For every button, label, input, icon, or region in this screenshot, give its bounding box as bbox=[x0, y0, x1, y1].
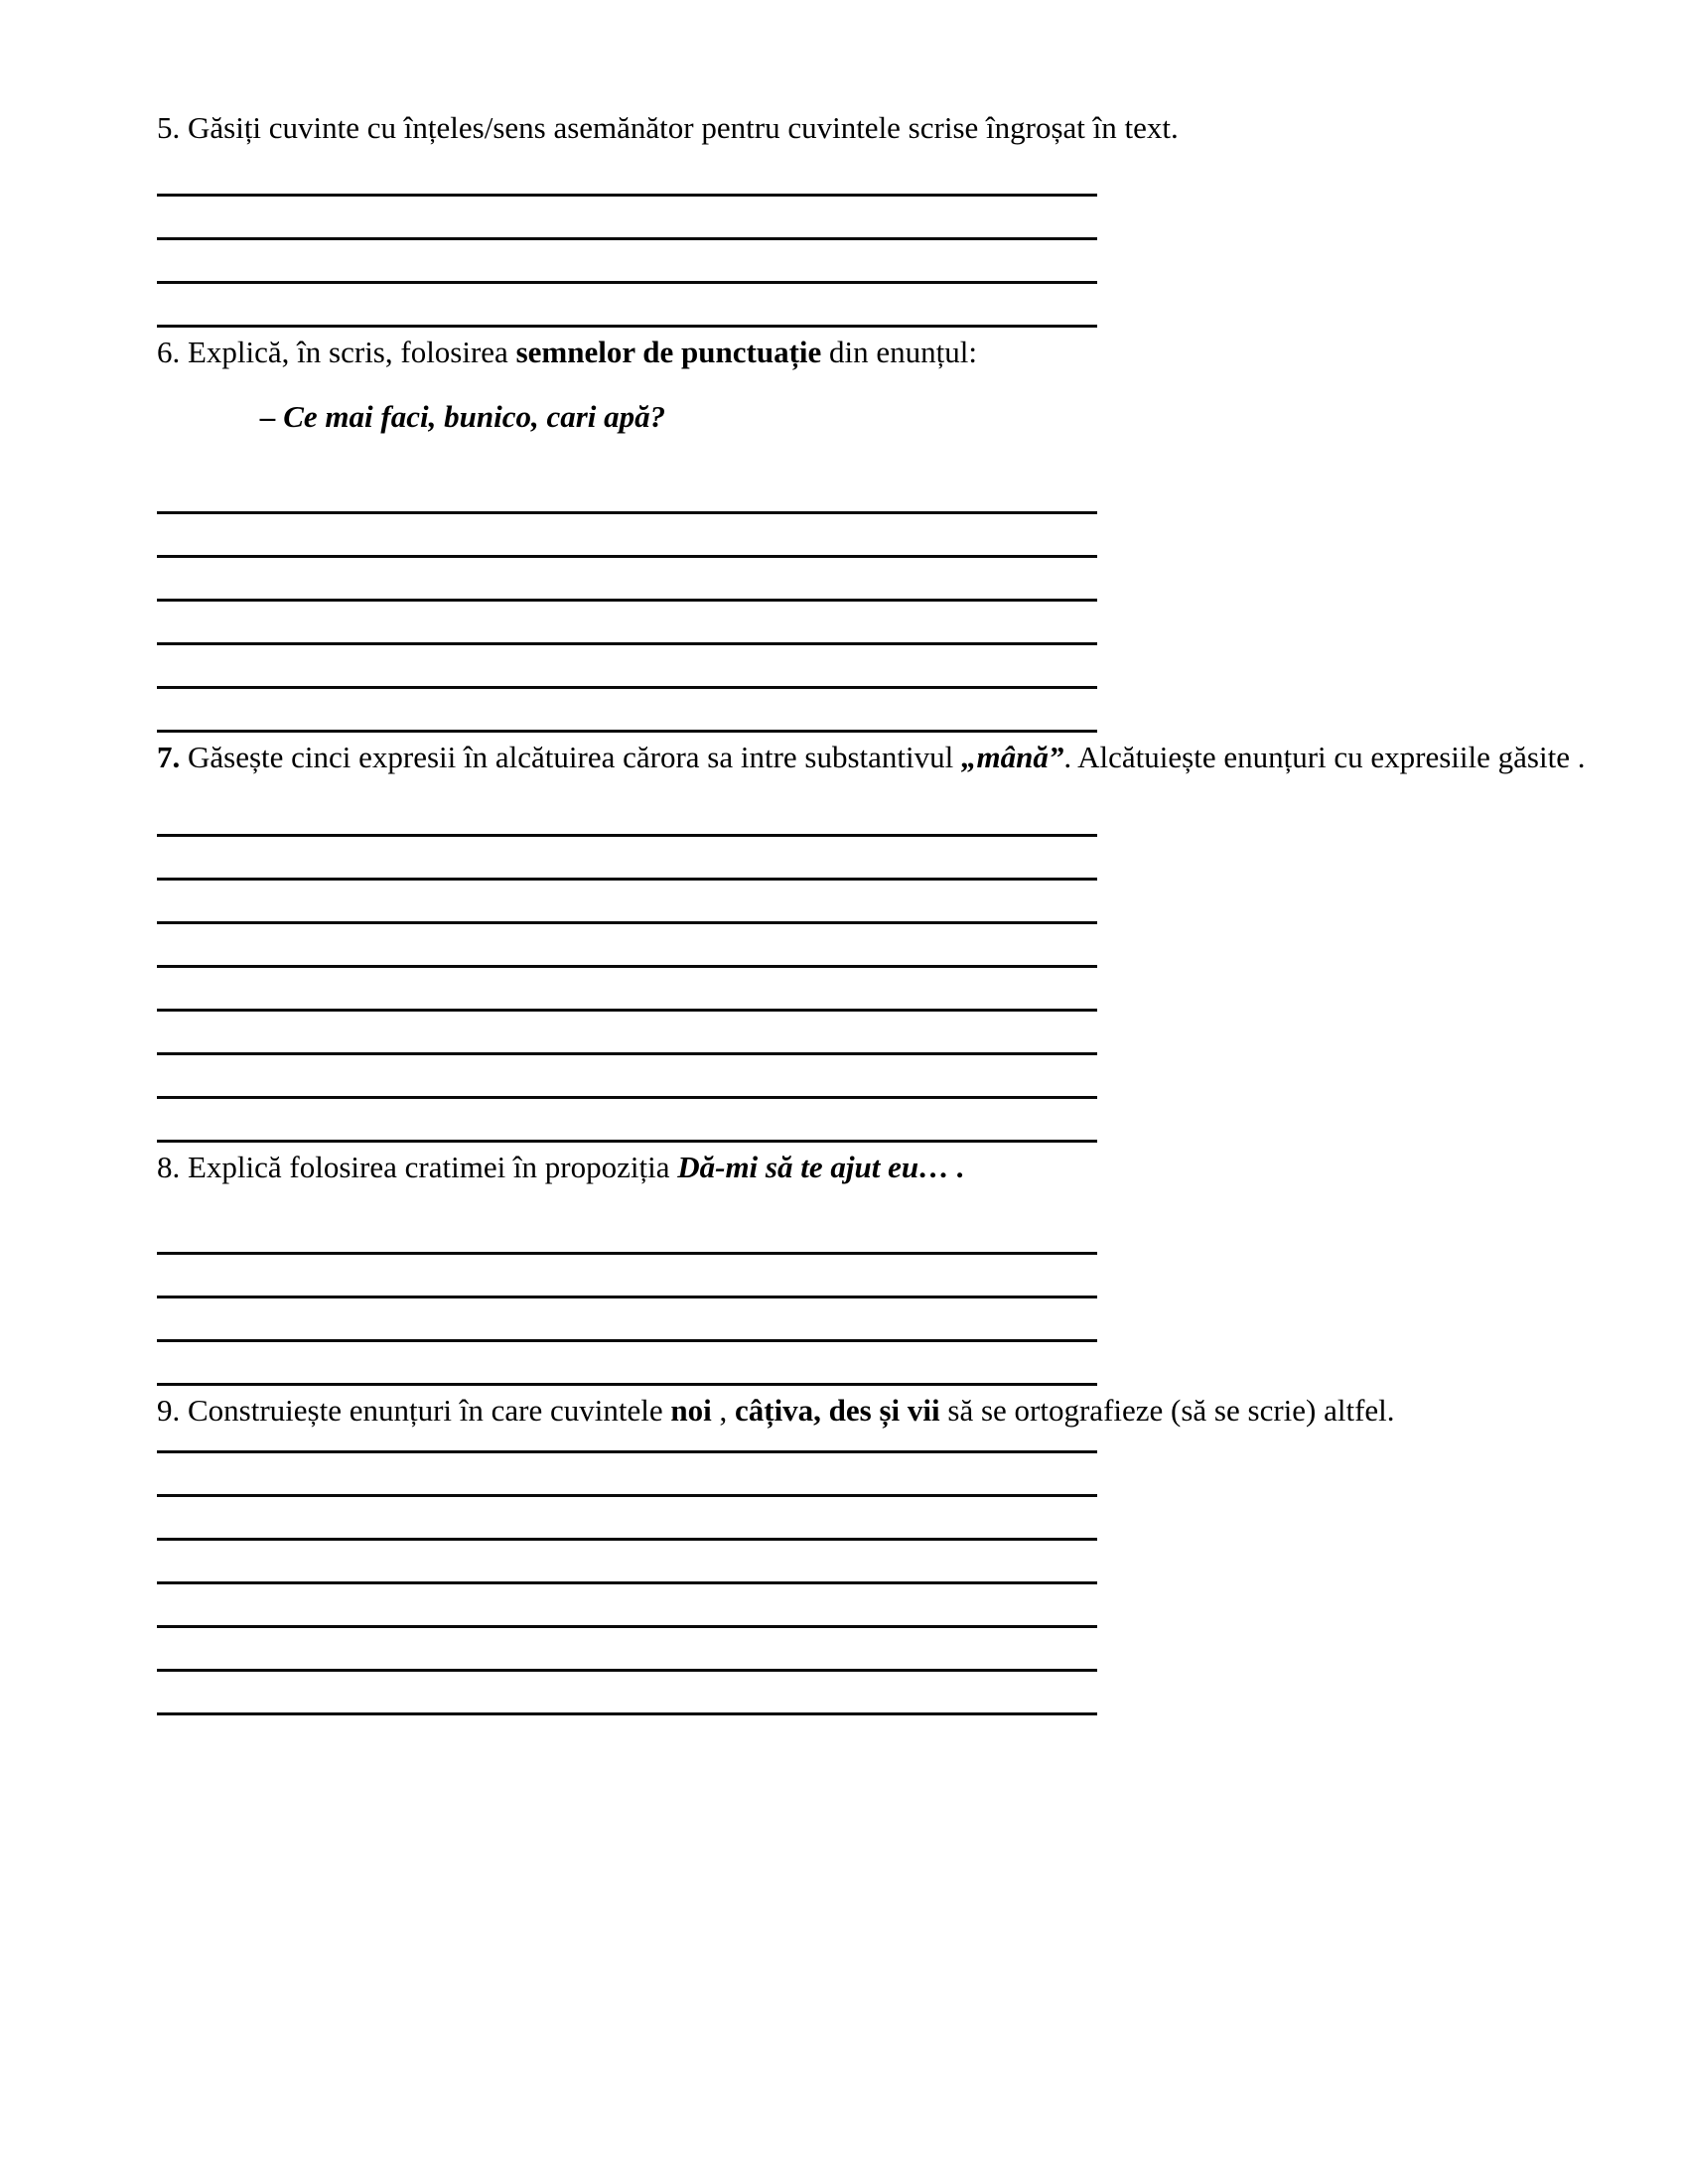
q6-suffix: din enunțul: bbox=[821, 335, 977, 369]
answer-line bbox=[157, 514, 1097, 558]
answer-line bbox=[157, 284, 1097, 328]
answer-line bbox=[157, 1211, 1097, 1255]
q7-number: 7. bbox=[157, 740, 181, 774]
answer-line bbox=[157, 645, 1097, 689]
answer-line bbox=[157, 1099, 1097, 1143]
q5-text: 5. Găsiți cuvinte cu înțeles/sens asemănător pentru cuvintele scrise îngroșat în text. bbox=[157, 110, 1179, 145]
quote-line: – Ce mai faci, bunico, cari apă? bbox=[260, 399, 666, 434]
q7-noun-phrase: „mână” bbox=[961, 740, 1064, 774]
answer-line bbox=[157, 689, 1097, 733]
answer-line bbox=[157, 1584, 1097, 1628]
answer-line bbox=[157, 793, 1097, 837]
answer-line bbox=[157, 240, 1097, 284]
answer-line bbox=[157, 1342, 1097, 1386]
answer-line bbox=[157, 1012, 1097, 1055]
q8-italic-phrase: Dă-mi să te ajut eu… . bbox=[677, 1150, 965, 1184]
answer-line bbox=[157, 968, 1097, 1012]
answer-line bbox=[157, 1055, 1097, 1099]
answer-line bbox=[157, 1453, 1097, 1497]
q6-bold-phrase: semnelor de punctuație bbox=[515, 335, 822, 369]
q8-prefix: 8. Explică folosirea cratimei în propoziția bbox=[157, 1150, 678, 1184]
q9-suffix: să se ortografieze (să se scrie) altfel. bbox=[939, 1393, 1395, 1428]
answer-line bbox=[157, 1541, 1097, 1584]
answer-lines-q5 bbox=[157, 153, 1097, 328]
answer-line bbox=[157, 881, 1097, 924]
answer-line bbox=[157, 558, 1097, 602]
worksheet-content bbox=[157, 103, 1592, 1715]
answer-line bbox=[157, 1628, 1097, 1672]
question-6-text bbox=[157, 328, 1592, 377]
q7-body: Găsește cinci expresii în alcătuirea cărora sa intre substantivul bbox=[180, 740, 961, 774]
answer-line bbox=[157, 1672, 1097, 1715]
answer-line bbox=[157, 924, 1097, 968]
q9-bold-word-1: noi bbox=[670, 1393, 712, 1428]
answer-lines-q6 bbox=[157, 471, 1097, 733]
question-9-text bbox=[157, 1386, 1592, 1435]
answer-line bbox=[157, 153, 1097, 197]
answer-line bbox=[157, 1497, 1097, 1541]
answer-line bbox=[157, 602, 1097, 645]
answer-line bbox=[157, 197, 1097, 240]
question-5-text bbox=[157, 103, 1592, 153]
question-8-text bbox=[157, 1143, 1592, 1192]
question-7-text bbox=[157, 733, 1592, 782]
answer-line bbox=[157, 1255, 1097, 1298]
answer-lines-q9 bbox=[157, 1410, 1097, 1715]
q7-tail: . Alcătuiește enunțuri cu expresiile găsite . bbox=[1063, 740, 1586, 774]
q9-prefix: 9. Construiește enunțuri în care cuvintele bbox=[157, 1393, 671, 1428]
answer-lines-q8 bbox=[157, 1211, 1097, 1386]
answer-lines-q7 bbox=[157, 793, 1097, 1143]
q6-prefix: 6. Explică, în scris, folosirea bbox=[157, 335, 516, 369]
answer-line bbox=[157, 471, 1097, 514]
q9-bold-words-2: câțiva, des și vii bbox=[734, 1393, 940, 1428]
answer-line bbox=[157, 837, 1097, 881]
answer-line bbox=[157, 1298, 1097, 1342]
q9-separator: , bbox=[711, 1393, 735, 1428]
